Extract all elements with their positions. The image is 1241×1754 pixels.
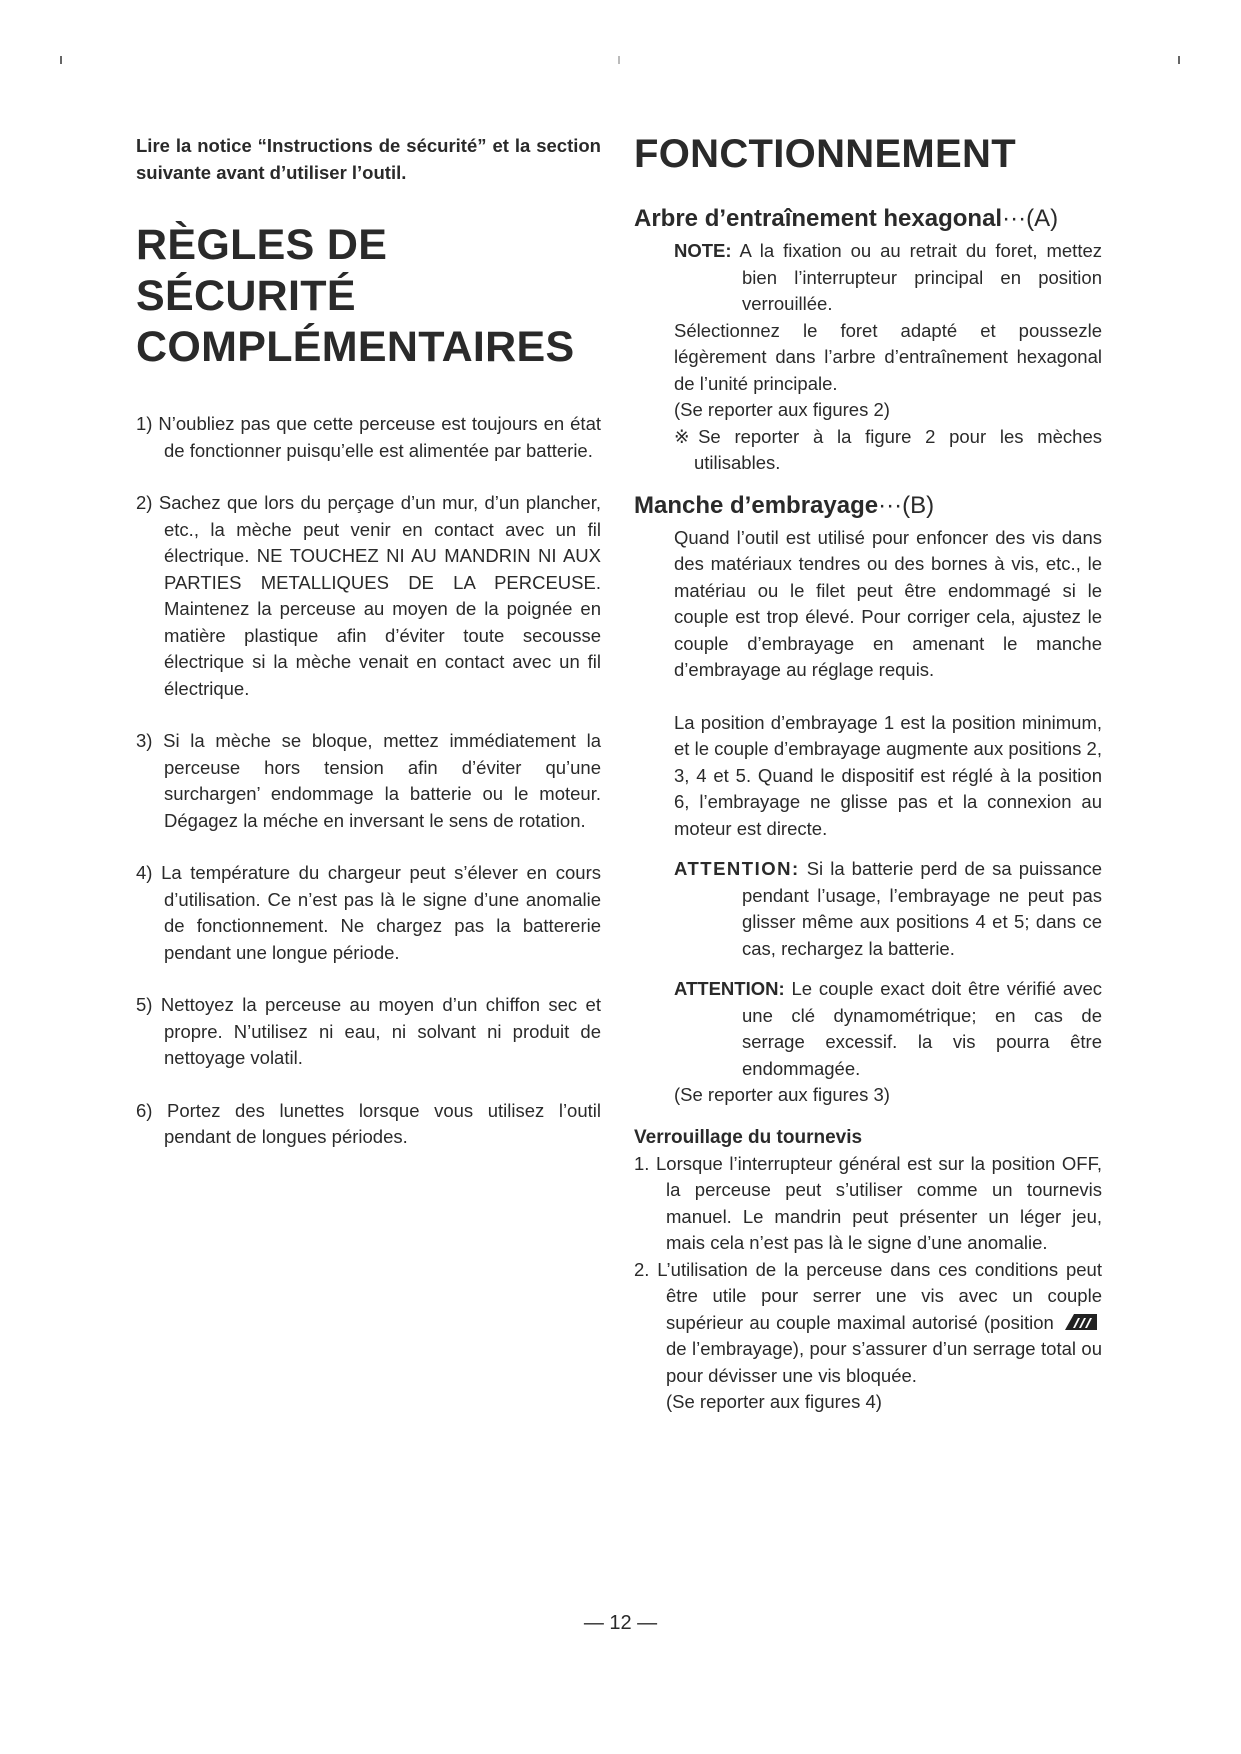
attention-2-text: Le couple exact doit être vérifié avec une clé dynamométrique; en cas de serrage excessif. la vis pourra être endommagée. — [742, 978, 1102, 1079]
rule-3: 3) Si la mèche se bloque, mettez immédiatement la perceuse hors tension afin d’éviter qu’une surchargen’ endommage la batterie ou le moteur. Dégagez la méche en inversant le sens de rotation. — [136, 730, 601, 831]
clutch-sleeve-heading — [634, 491, 1102, 521]
remark-text: ※Se reporter à la figure 2 pour les mèches utilisables. — [674, 425, 1102, 473]
rule-6: 6) Portez des lunettes lorsque vous utilisez l’outil pendant de longues périodes. — [136, 1099, 601, 1147]
hex-shaft-body: Sélectionnez le foret adapté et poussezle légèrement dans l’arbre d’entraînement hexagonal de l’unité principale. — [674, 319, 1102, 394]
right-column — [634, 132, 1102, 1416]
lock-item-1: 1. Lorsque l’interrupteur général est sur la position OFF, la perceuse peut s’utiliser comme un tournevis manuel. Le mandrin peut présenter un léger jeu, mais cela n’est pas là le signe d’une anomalie. — [634, 1152, 1102, 1253]
lock-item-2-after: de l’embrayage), pour s’assurer d’un serrage total ou pour dévisser une vis bloquée. — [666, 1338, 1102, 1386]
scan-mark-right — [1178, 56, 1180, 64]
safety-rules-list — [136, 411, 601, 1151]
hex-shaft-heading-text: Arbre d’entraînement hexagonal — [634, 205, 1003, 232]
left-column — [136, 132, 601, 1177]
scan-mark-center — [618, 56, 620, 64]
attention-1-label: ATTENTION: — [674, 858, 800, 879]
hex-shaft-heading — [634, 204, 1102, 234]
screwdriver-lock-heading: Verrouillage du tournevis — [634, 1126, 863, 1148]
lock-item-2-before: 2. L’utilisation de la perceuse dans ces conditions peut être utile pour serrer une vis avec un couple supérieur au couple maximal autorisé (position — [634, 1258, 1102, 1333]
attention-2-label: ATTENTION: — [674, 978, 785, 999]
rule-2: 2) Sachez que lors du perçage d’un mur, d’un plancher, etc., la mèche peut venir en contact avec un fil électrique. NE TOUCHEZ NI AU MANDRIN NI AUX PARTIES METALLIQUES DE LA PERCEUSE. Maintenez la perceuse au moyen de la poignée en matière plastique afin d’éviter toute secousse électrique si la mèche venait en contact avec un fil électrique. — [136, 492, 601, 699]
clutch-sleeve-tag: ···(B) — [878, 491, 935, 519]
clutch-ref: (Se reporter aux figures 3) — [674, 1084, 890, 1105]
note-label: NOTE: — [674, 240, 732, 261]
operation-title: FONCTIONNEMENT — [634, 132, 1016, 176]
hex-shaft-note — [674, 238, 1102, 318]
clutch-para-2: La position d’embrayage 1 est la position minimum, et le couple d’embrayage augmente aux positions 2, 3, 4 et 5. Quand le dispositif est réglé à la position 6, l’embrayage ne glisse pas et la connexion au moteur est directe. — [674, 711, 1102, 839]
title-line-2: COMPLÉMENTAIRES — [136, 323, 575, 371]
hex-shaft-tag: ···(A) — [1002, 205, 1059, 232]
hex-shaft-ref: (Se reporter aux figures 2) — [674, 399, 890, 420]
drill-mode-icon — [1064, 1313, 1098, 1331]
rule-4: 4) La température du chargeur peut s’élever en cours d’utilisation. Ce n’est pas là le signe d’une anomalie de fonctionnement. Ne chargez pas la battererie pendant une longue période. — [136, 862, 601, 963]
lock-ref — [634, 1389, 1102, 1416]
lock-item-2 — [634, 1257, 1102, 1390]
page-number: — 12 — — [583, 1612, 658, 1634]
rule-5: 5) Nettoyez la perceuse au moyen d’un chiffon sec et propre. N’utilisez ni eau, ni solvant ni produit de nettoyage volatil. — [136, 994, 601, 1068]
lock-ref-text: (Se reporter aux figures 4) — [666, 1391, 882, 1412]
intro-notice: Lire la notice “Instructions de sécurité” et la section suivante avant d’utiliser l’outil. — [136, 135, 601, 183]
clutch-para-1: Quand l’outil est utilisé pour enfoncer des vis dans des matériaux tendres ou des bornes à vis, etc., le matériau ou le filet peut être endommagé si le couple est trop élevé. Pour corriger cela, ajustez le couple d’embrayage en amenant le manche d’embrayage au réglage requis. — [674, 526, 1102, 680]
hex-shaft-remark — [634, 424, 1102, 477]
attention-2 — [674, 976, 1102, 1082]
title-line-1: RÈGLES DE SÉCURITÉ — [136, 221, 388, 320]
safety-rules-title — [136, 220, 601, 373]
note-text: A la fixation ou au retrait du foret, mettez bien l’interrupteur principal en position verrouillée. — [739, 240, 1102, 314]
attention-1-text: Si la batterie perd de sa puissance pendant l’usage, l’embrayage ne peut pas glisser même aux positions 4 et 5; dans ce cas, rechargez la batterie. — [742, 858, 1103, 959]
rule-1: 1) N’oubliez pas que cette perceuse est toujours en état de fonctionner puisqu’elle est alimentée par batterie. — [136, 413, 601, 461]
attention-1 — [674, 856, 1102, 962]
scan-mark-left — [60, 56, 62, 64]
clutch-sleeve-heading-text: Manche d’embrayage — [634, 491, 879, 519]
